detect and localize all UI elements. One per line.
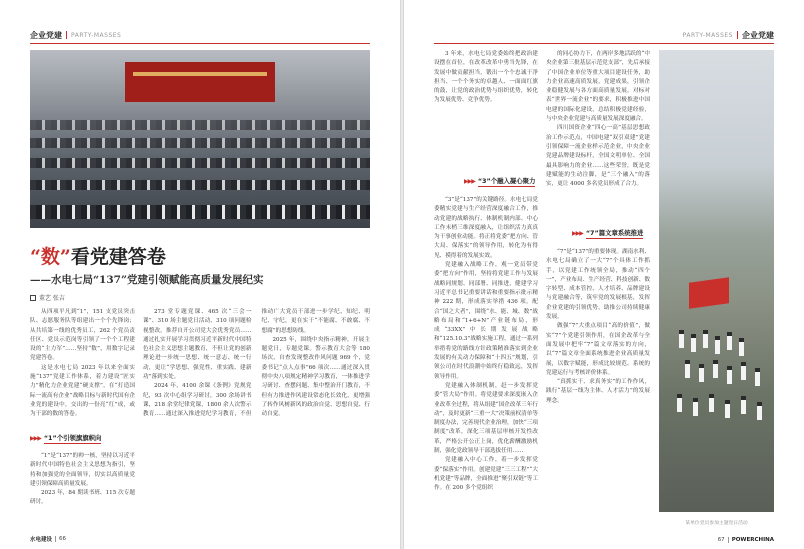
paragraph: 党建融入中心工作，着一步发挥党委“保落实”作用。创建党建“三三工程”“大机党建”等品牌，全面推进“聚引双链”等工作。在 200 多个党组织 [434,457,538,492]
chevrons-icon: ▶▶▶ [464,178,475,185]
section-title-en: PARTY-MASSES [682,31,733,39]
paragraph: 从四项平凡到“1”，151 支党员突击队、志愿服务队等组建出一个个先锋岗；从共培第一线的优秀员工，262 个党员责任区、党员示范岗等引领了一个个工程建设的“主力军”……坚持“数”，用数字记录党建答卷。 [30,309,135,362]
page-footer [30,535,66,543]
section-header [683,28,774,42]
article-subtitle: ——水电七局“137”党建引领赋能高质量发展纪实 [30,274,264,286]
byline [30,293,65,302]
paragraph: 的同心协力下，在两岸多地活跃的“中央企业第三批基层示范党支部”，先后承接了中国企业单位等重大项目建设任务，助力企业高速高质发展，党建成果，引领企业稳健发展与各方面高质量发展。对标对表“世界一流企业”的要求，积极推进中国电建的国际化建设，总结积极党建经验，与中央企业党建与高质量发展深度融合。 [546,51,650,123]
paragraph: 273 堂专题党课、465 次“三会一课”、310 场主题党日活动、310 项问题检视整改，推荐自开公司党大会优秀党员……通过扎实开展学习贯彻习近平新时代中国特色社会主义思想主题教育，不但让党的创新理论进一步统一思想、统一意志、统一行动，更让“学思想、强党性、重实践、建新功”落到实处。 [143,309,252,381]
byline-box-icon [30,295,36,301]
article-title [30,242,166,269]
paragraph: 2023 年，84 期读书班、115 次专题研讨。 [30,490,135,506]
paragraph: “3”是“137”的关键路径。水电七局党委精实党建与生产经营深度融合工作，推动党建的战略执行、体制机制内部、中心工作末梢三维深度融入，让组织活力真真为干事创业动能。将正将党委“把方向、管大局、保落实”的领导作用，转化为有得见、摸得着的发展实效。 [434,197,538,259]
chevrons-icon: ▶▶▶ [572,230,583,237]
paragraph: “真抓实干、求真务实”的工作作风，践行“基层一线为主体、人才活力”的发展理念。 [546,379,650,404]
header-divider [737,31,738,39]
section-heading-3 [572,228,643,239]
red-flag [689,277,729,309]
section-heading-label: “3”个融入凝心聚力 [477,177,536,185]
paragraph: 这是水电七局 2023 年以来全面实施“137”党建工作体系，着力建设“匠实力”精化力企业党建“硬支撑”，在“打造国际一流高有企业”战略目标与新时代国有企业党的建设中，交出的一份亮“红”成，或为干部的数的答卷。 [30,364,135,418]
section-title-en: PARTY-MASSES [71,31,122,39]
section-header [30,28,121,42]
meeting-photo [30,50,370,228]
chevrons-icon: ▶▶▶ [30,435,41,442]
header-rule [30,43,370,44]
right-page [404,0,804,549]
page-number: 66 [59,536,67,542]
parade-photo [659,50,774,512]
paragraph: 四川国资企业“四心一高”基层思想政治工作示范点，中国电建“双引双建”党建引领保障一流企业样示范企业，中央企业党建品牌建设标杆，全国文明单位、全国最具影响力的企业……这些荣誉，既是党建赋能的生动注脚，是“三个融入”的落实，更让 4000 多名党员形成了合力。 [546,125,650,188]
body-column-1b [30,452,135,530]
header-divider [66,31,67,39]
paragraph: 2025 年，围绕中央指示精神，开展主题党日，专题党课。警示教育大会等 180 场次，自查发现整改作风问题 969 个，党委书记“点人点事”66 项次……通过深入贯彻中央八项规定精神学习教育，一体推进学习研讨、查摆问题、集中整治开门教育，不但有力推进作风建设常态化长效化，更增强了转作风树新风的政治自觉、思想自觉、行动自觉。 [261,336,370,418]
body-column-1 [30,308,135,418]
page-number: 67 [717,537,725,543]
header-rule [434,43,774,44]
brand-name: POWERCHINA [731,537,774,543]
paragraph: 党建融入战略工作，观一党员带党委“把方向”作用，坚持将党建工作与发展战略同规划、同部署、同推进，健建学习习近平总书记重要讲话和重要指示批示精神 222 期，形成落实举措 436 项。配合“国之大者”，围绕“水、能、城、数”战略布局和“1+6+N”产业链布局，形成“33XX”中长期发展战略和“125.10.3”战略实施工程，通过一系列举措将党的路线方针政策精准落实到企业发展的有关动力保障和“十四五”规划，引领公司在时代浪潮中始终行稳致远，发挥领导作用。 [434,262,538,380]
magazine-name: 水电建设 [30,537,53,543]
author-names: 董艺 张吉 [39,295,65,302]
photo-caption: 某单位党员参加主题党日活动 [685,521,748,526]
paragraph: “7”是“137”的重要体现。湖南水利、水电七局确立了一大“7”个具体工作抓手，以党建工作统领全局，推动“四个一”，产业布局、生产经营、科技创新、数字转型、成本管控、人才培养、品牌建设与党建融合等，筑牢党的发展根基，发挥企业党建的引领优势，助推公司持续健康发展。 [546,249,650,321]
body-column-1b [434,196,538,530]
paragraph: “1”是“137”的帅一核，坚持以习近平新时代中国特色社会主义思想为指引，坚持和加强党的全面领导，切实以高质量党建引领保障高质量发展。 [30,453,135,487]
paragraph: 党建融入体制机制，赶一步发挥党委“管大局”作用。将党建要求深度嵌入企业改革全过程，将从组建“国企改革三年行动”，及时更新“三重一大”决策前权清单等制度办法，完善现代企业治理，加快“三项制度”改革，深化三项基层审核开发性改革，严格公开公正上岗，优化薪酬激励机制，强化党政领导干部选拔任用…… [434,382,538,455]
body-column-2b [546,248,650,530]
body-column-1 [434,50,538,168]
body-column-2 [143,308,370,530]
section-title: 企业党建 [30,30,62,40]
section-heading-1 [30,433,101,444]
paragraph: 做强“7”大重点项目“高的价值”，做实“7”个党建引领作用，在国企改革与全面发展中把牢“7”篇文章落实的方向，以“7”篇文章全面系统推进企业高质量发展，以数字赋能，形成比较规范、系统的党建运行与考核评价体系。 [546,323,650,376]
paragraph: 2024 年，4100 余课《条例》党规党纪，93 次中心组学习研讨，300 余场讲书课，218 余堂纪律党课，1800 余人次警示教育……通过深入推进党纪学习教育，不但推动广大党员干部进一步学纪、知纪、明纪、守纪，更在实干“不能腐、不敢腐、不想腐”的思想防线。 [143,309,370,418]
title-emphasis: “数” [30,246,71,268]
left-page [0,0,400,549]
section-heading-label: “7”篇文章系统推进 [585,229,644,237]
section-heading-label: “1”个引领旗旗帜向 [43,434,102,442]
title-text: 看党建答卷 [70,246,166,268]
section-title: 企业党建 [742,30,774,40]
stage-screen [125,62,275,102]
body-column-2 [546,50,650,218]
paragraph: 3 年来，水电七局党委始终把政治建设摆在首位，在改革改革中勇当先锋，在发展中做贡献担当，锻出一个个忠诚干净担当、一个个务实的卓越人、一面面红旗的鼓，让党的政治优势与组织优势，转化为发展优势、竞争优势。 [434,51,538,104]
section-heading-2 [464,176,535,187]
page-footer [718,537,774,543]
